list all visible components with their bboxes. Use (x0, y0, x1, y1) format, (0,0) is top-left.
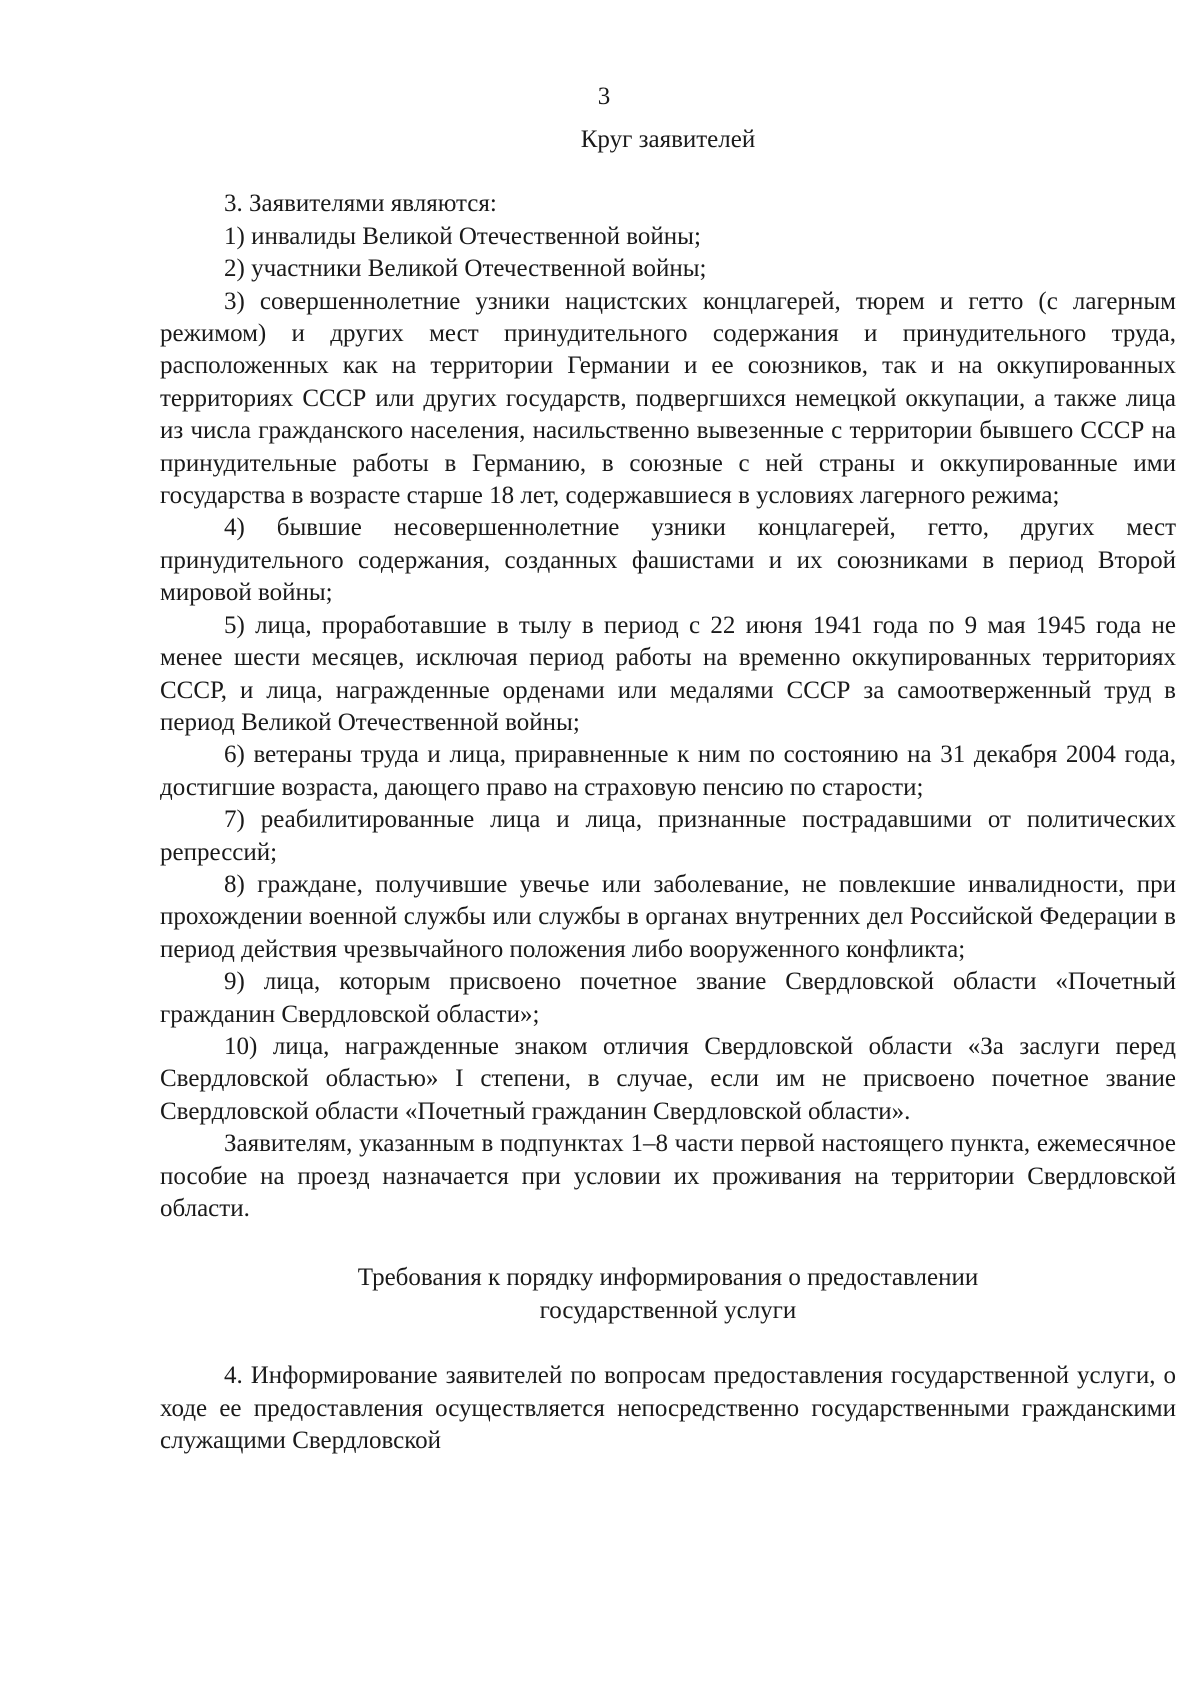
list-item-1: 1) инвалиды Великой Отечественной войны; (224, 222, 701, 250)
list-item-2: 2) участники Великой Отечественной войны; (224, 255, 707, 283)
list-item-7: 7) реабилитированные лица и лица, признанные пострадавшими от политических репрессий; (160, 806, 1176, 866)
list-item-6: 6) ветераны труда и лица, приравненные к ним по состоянию на 31 декабря 2004 года, достигшие возраста, дающего право на страховую пенсию по старости; (160, 741, 1176, 801)
paragraph-residence-condition: Заявителям, указанным в подпунктах 1–8 части первой настоящего пункта, ежемесячное пособие на проезд назначается при условии их проживания на территории Свердловской области. (160, 1130, 1176, 1222)
list-item-10: 10) лица, награжденные знаком отличия Свердловской области «За заслуги перед Свердловской областью» I степени, в случае, если им не присвоено почетное звание Свердловской области «Почетный гражданин Свердловской области». (160, 1032, 1176, 1125)
list-item-9: 9) лица, которым присвоено почетное звание Свердловской области «Почетный гражданин Свердловской области»; (160, 968, 1176, 1028)
list-item-8: 8) граждане, получившие увечье или заболевание, не повлекшие инвалидности, при прохождении военной службы или службы в органах внутренних дел Российской Федерации в период действия чрезвычайного положения либо вооруженного конфликта; (160, 870, 1176, 963)
page-number: 3 (597, 83, 611, 110)
section-heading-applicants: Круг заявителей (580, 126, 756, 153)
paragraph-item-4: 4. Информирование заявителей по вопросам предоставления государственной услуги, о ходе ее предоставления осуществляется непосредственно государственными гражданскими служащими Свердловской (160, 1362, 1176, 1455)
paragraph-item-3-intro: 3. Заявителями являются: (224, 190, 497, 218)
list-item-4: 4) бывшие несовершеннолетние узники концлагерей, гетто, других мест принудительного содержания, созданных фашистами и их союзниками в период Второй мировой войны; (160, 514, 1176, 607)
list-item-3: 3) совершеннолетние узники нацистских концлагерей, тюрем и гетто (с лагерным режимом) и других мест принудительного содержания и принудительного труда, расположенных как на территории Германии и ее союзников, так и на оккупированных территориях СССР или других государств, подвергшихся немецкой оккупации, а также лица из числа гражданского населения, насильственно вывезенные с территории бывшего СССР на принудительные работы в Германию, в союзные с ней страны и оккупированные ими государства в возрасте старше 18 лет, содержавшиеся в условиях лагерного режима; (160, 287, 1176, 510)
list-item-5: 5) лица, проработавшие в тылу в период с 22 июня 1941 года по 9 мая 1945 года не менее шести месяцев, исключая период работы на временно оккупированных территориях СССР, и лица, награжденные орденами или медалями СССР за самоотверженный труд в период Великой Отечественной войны; (160, 611, 1176, 736)
section-heading-line-1: Требования к порядку информирования о предоставлении (357, 1264, 979, 1292)
section-heading-information-requirements (160, 1262, 1176, 1327)
section-heading-line-2: государственной услуги (539, 1296, 797, 1324)
page-content (160, 124, 1176, 1457)
